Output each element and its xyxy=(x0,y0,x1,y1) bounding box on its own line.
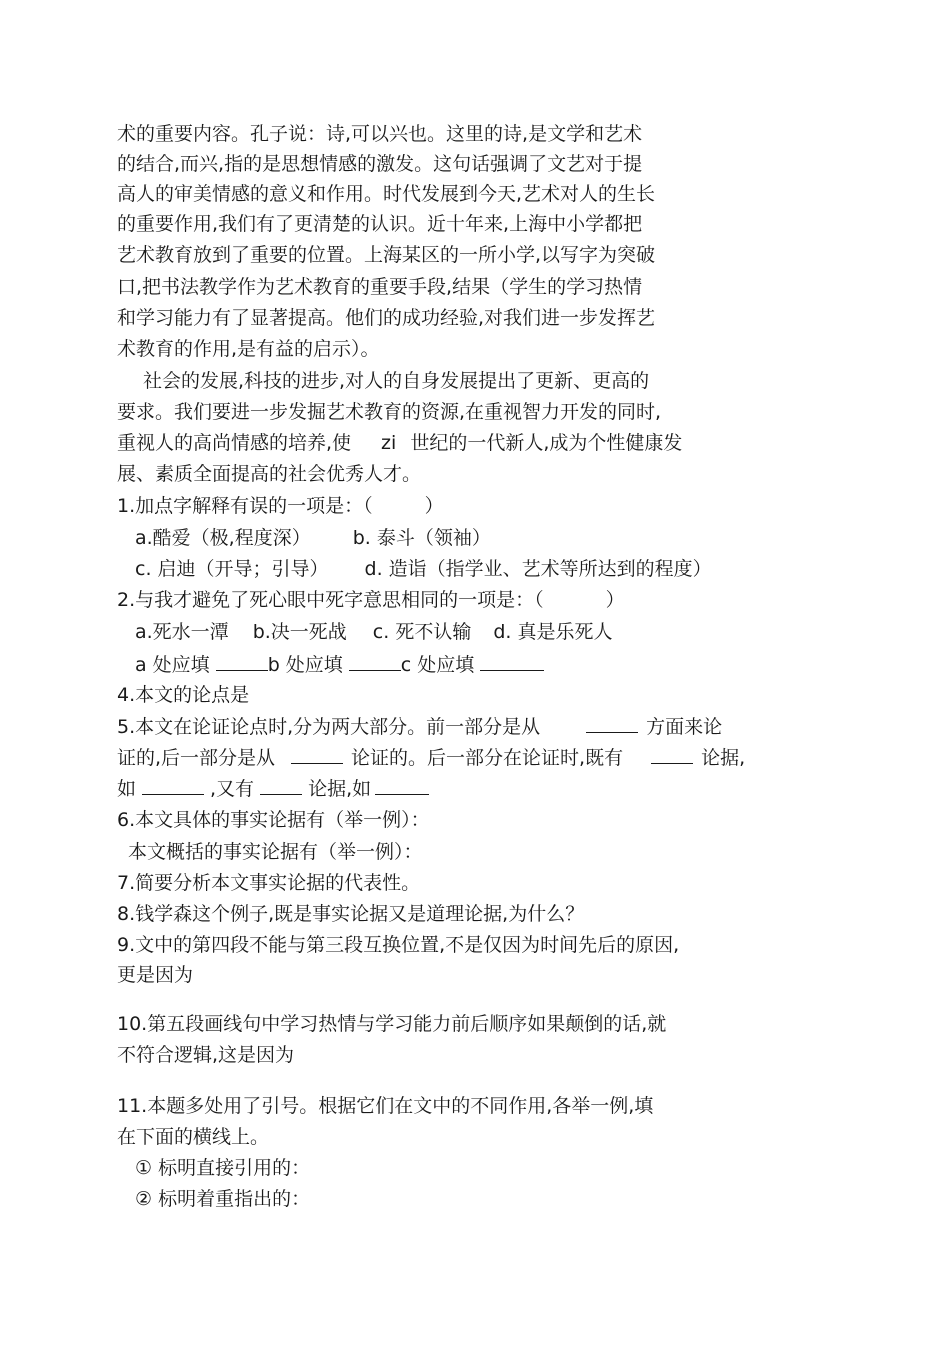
option-b: b.决一死战 xyxy=(252,621,347,643)
option-a: a.死水一潭 xyxy=(135,621,229,643)
question-10: 不符合逻辑,这是因为 xyxy=(117,1044,295,1066)
question-6: 本文概括的事实论据有（举一例）： xyxy=(128,841,423,863)
paren-close: ） xyxy=(605,589,625,611)
question-text: 论据,如 xyxy=(308,778,372,800)
passage-line xyxy=(117,431,682,455)
passage-line: 的结合,而兴,指的是思想情感的激发。这句话强调了文艺对于提 xyxy=(117,153,643,175)
option-a: a.酷爱（极,程度深） xyxy=(135,527,311,549)
blank-line[interactable] xyxy=(216,652,268,671)
question-11: 在下面的横线上。 xyxy=(117,1126,270,1148)
option-d: d. 真是乐死人 xyxy=(493,621,613,643)
blank-line[interactable] xyxy=(375,776,429,795)
passage-line: 社会的发展,科技的进步,对人的自身发展提出了更新、更高的 xyxy=(143,370,650,392)
question-2-options xyxy=(117,620,612,644)
passage-line: 的重要作用,我们有了更清楚的认识。近十年来,上海中小学都把 xyxy=(117,213,643,235)
blank-line[interactable] xyxy=(260,776,302,795)
blank-line[interactable] xyxy=(349,652,401,671)
passage-line: 术教育的作用,是有益的启示）。 xyxy=(117,338,380,360)
passage-line: 术的重要内容。孔子说：诗,可以兴也。这里的诗,是文学和艺术 xyxy=(117,123,643,145)
question-2 xyxy=(117,588,625,612)
passage-line: 艺术教育放到了重要的位置。上海某区的一所小学,以写字为突破 xyxy=(117,244,656,266)
passage-line: 口,把书法教学作为艺术教育的重要手段,结果（学生的学习热情 xyxy=(117,276,643,298)
passage-text: 重视人的高尚情感的培养,使 xyxy=(117,432,352,454)
question-text: 5.本文在论证论点时,分为两大部分。前一部分是从 xyxy=(117,716,541,738)
question-11-item: ② 标明着重指出的： xyxy=(135,1188,311,1210)
question-text: 如 xyxy=(117,778,137,800)
question-1 xyxy=(117,494,444,518)
passage-line: 展、素质全面提高的社会优秀人才。 xyxy=(117,463,422,485)
question-text: 证的,后一部分是从 xyxy=(117,747,276,769)
question-text: 论证的。后一部分在论证时,既有 xyxy=(351,747,624,769)
blank-line[interactable] xyxy=(291,745,343,764)
passage-line: 要求。我们要进一步发掘艺术教育的资源,在重视智力开发的同时, xyxy=(117,401,662,423)
question-9: 更是因为 xyxy=(117,964,194,986)
question-8: 8.钱学森这个例子,既是事实论据又是道理论据,为什么？ xyxy=(117,903,585,925)
fill-a-label: a 处应填 xyxy=(135,654,210,676)
fill-b-label: b 处应填 xyxy=(267,654,343,676)
question-1-options xyxy=(117,526,491,550)
paren-close: ） xyxy=(424,495,444,517)
blank-line[interactable] xyxy=(480,652,544,671)
question-11: 11.本题多处用了引号。根据它们在文中的不同作用,各举一例,填 xyxy=(117,1095,654,1117)
passage-line: 高人的审美情感的意义和作用。时代发展到今天,艺术对人的生长 xyxy=(117,183,656,205)
question-text: 方面来论 xyxy=(646,716,723,738)
question-5 xyxy=(117,776,429,801)
question-4: 4.本文的论点是 xyxy=(117,684,250,706)
question-stem: 2.与我才避免了死心眼中死字意思相同的一项是：（ xyxy=(117,589,544,611)
question-stem: 1.加点字解释有误的一项是：（ xyxy=(117,495,373,517)
fill-c-label: c 处应填 xyxy=(400,654,475,676)
question-5 xyxy=(117,745,745,770)
blank-line[interactable] xyxy=(651,745,693,764)
option-c: c. 死不认输 xyxy=(372,621,472,643)
blank-line[interactable] xyxy=(586,714,638,733)
option-d: d. 造诣（指学业、艺术等所达到的程度） xyxy=(364,558,712,580)
passage-text: zi xyxy=(381,432,397,454)
blank-line[interactable] xyxy=(142,776,204,795)
option-c: c. 启迪（开导；引导） xyxy=(135,558,329,580)
question-3 xyxy=(117,652,544,677)
question-7: 7.简要分析本文事实论据的代表性。 xyxy=(117,872,421,894)
question-6: 6.本文具体的事实论据有（举一例）： xyxy=(117,809,430,831)
question-9: 9.文中的第四段不能与第三段互换位置,不是仅因为时间先后的原因, xyxy=(117,934,680,956)
question-text: 论据, xyxy=(701,747,746,769)
question-text: ,又有 xyxy=(210,778,255,800)
question-11-item: ① 标明直接引用的： xyxy=(135,1157,311,1179)
passage-text: 世纪的一代新人,成为个性健康发 xyxy=(410,432,683,454)
question-5 xyxy=(117,714,722,739)
question-1-options xyxy=(117,557,712,581)
passage-line: 和学习能力有了显著提高。他们的成功经验,对我们进一步发挥艺 xyxy=(117,307,656,329)
option-b: b. 泰斗（领袖） xyxy=(352,527,491,549)
question-10: 10.第五段画线句中学习热情与学习能力前后顺序如果颠倒的话,就 xyxy=(117,1013,667,1035)
